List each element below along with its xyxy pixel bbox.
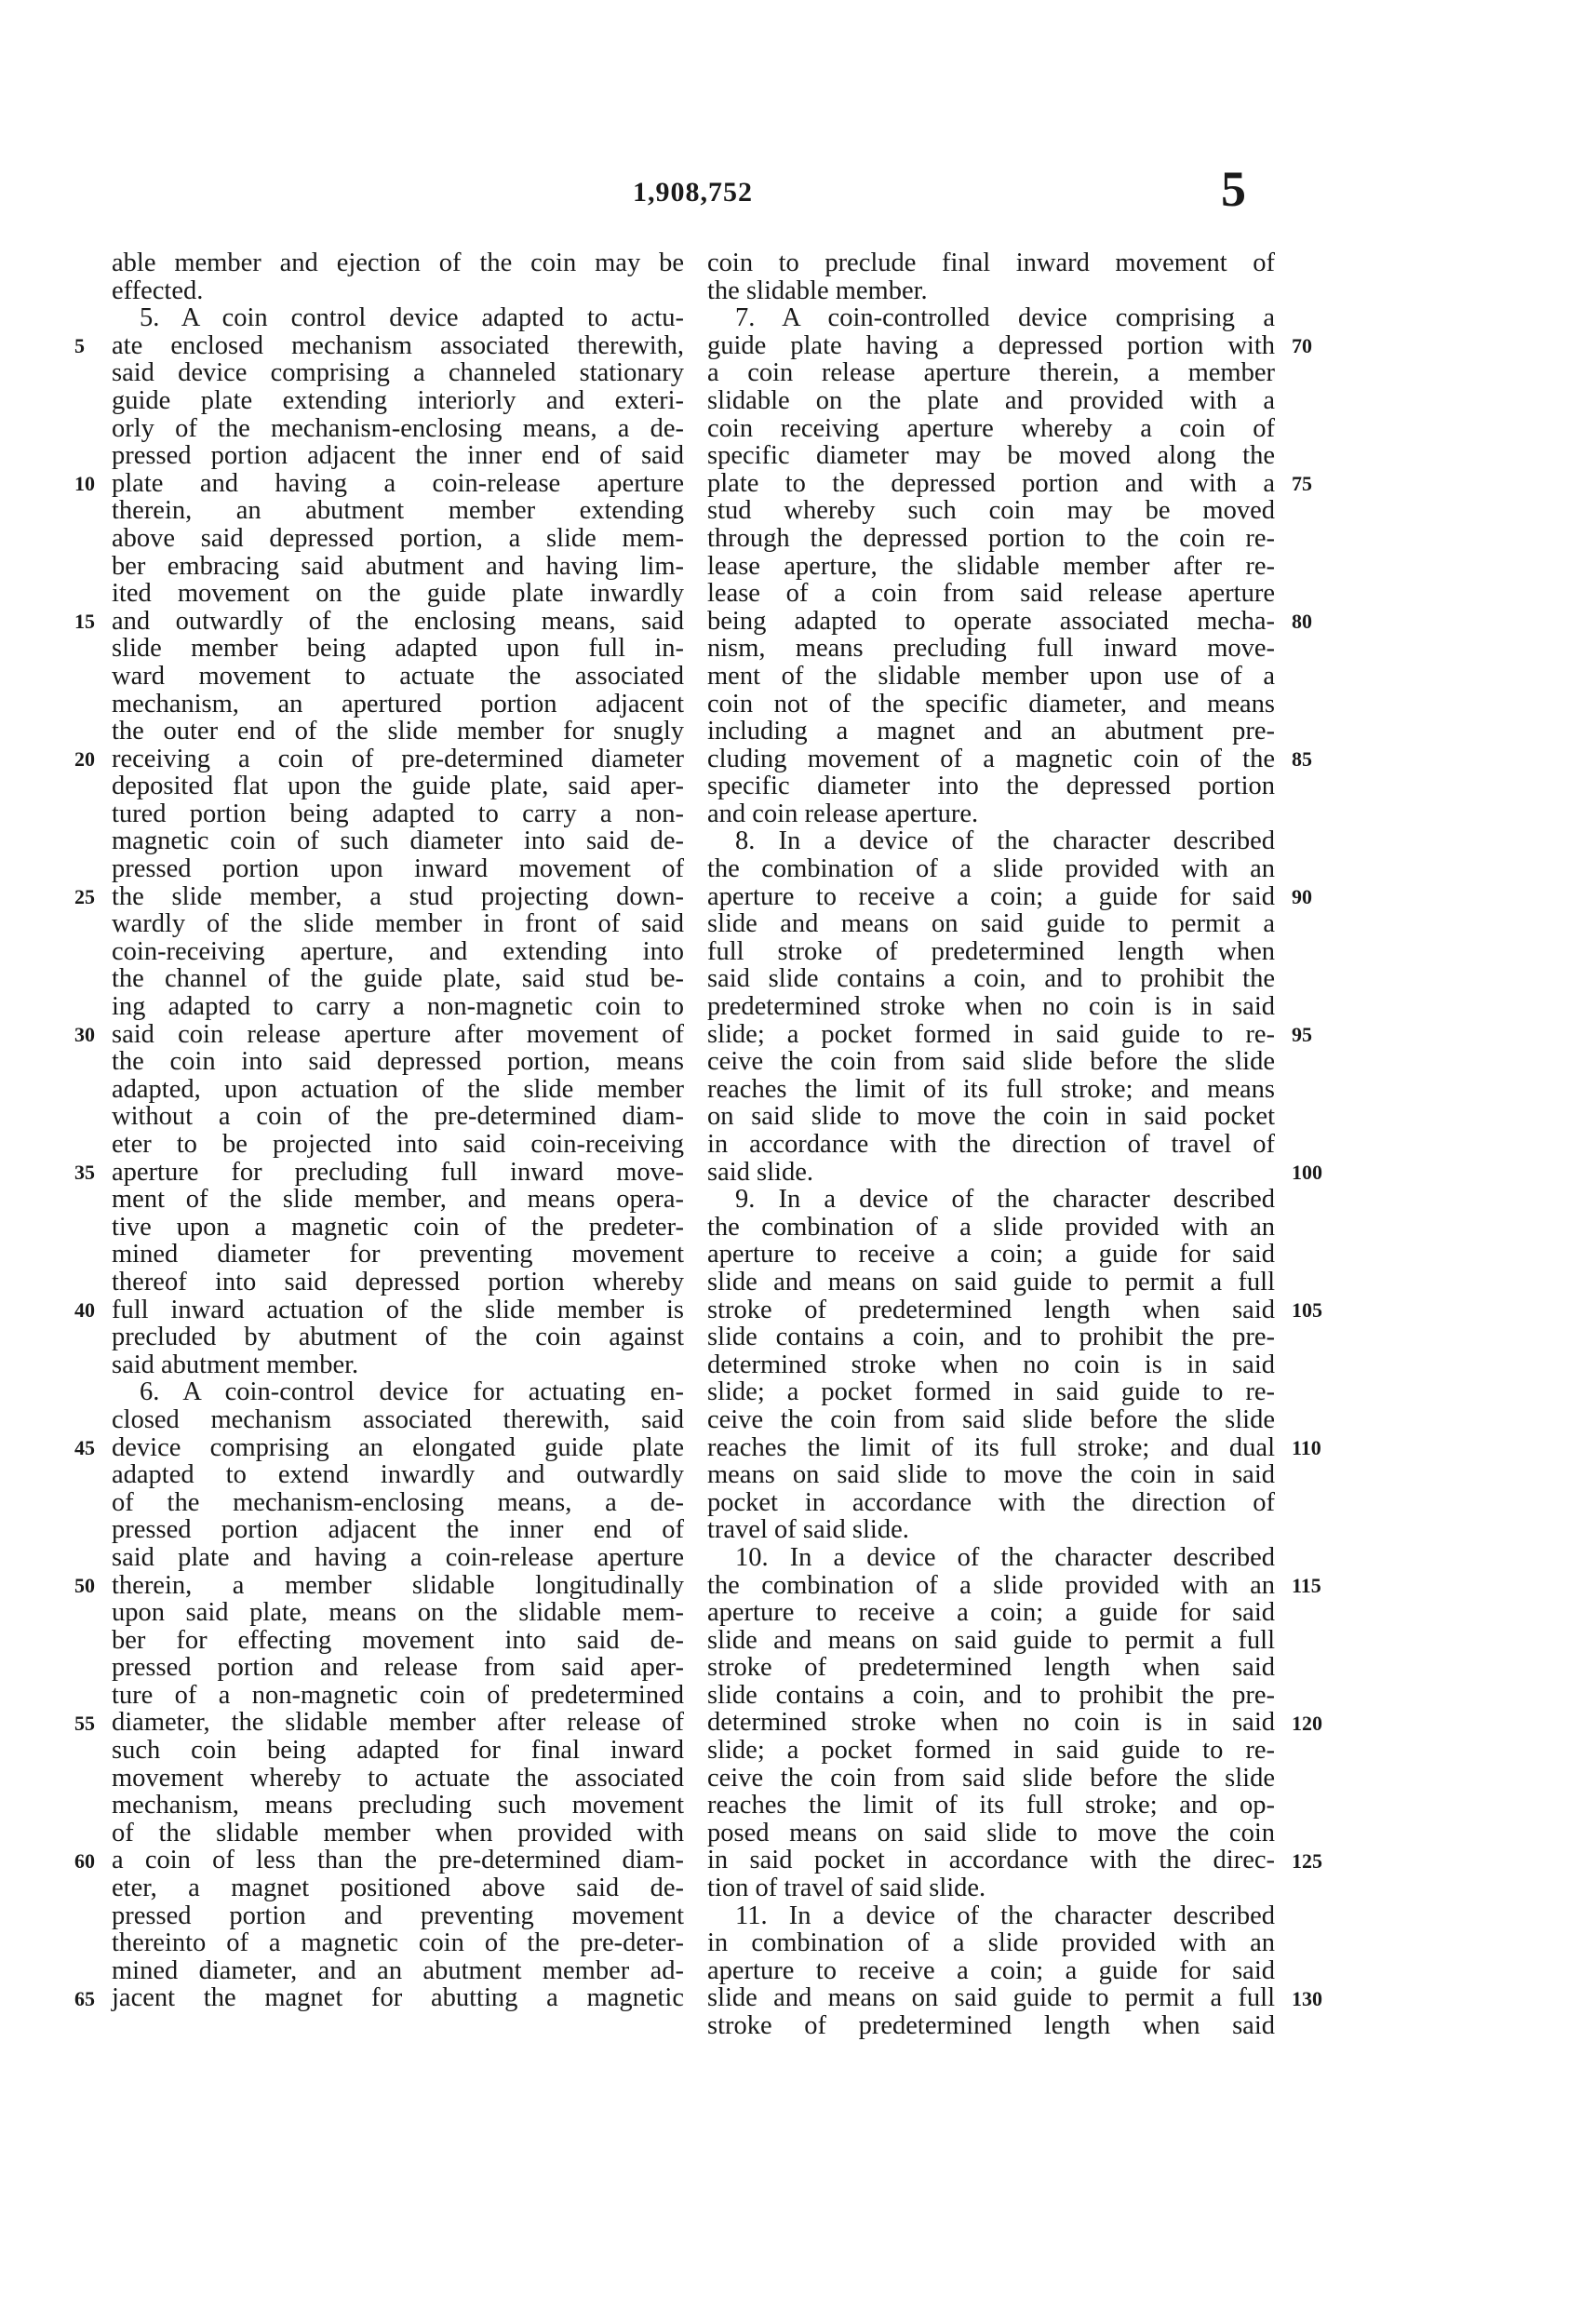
- text-line: slide and means on said guide to permit a full: [707, 1625, 1275, 1655]
- text-line: stroke of predetermined length when said: [707, 2011, 1275, 2040]
- text-line: reaches the limit of its full stroke; and dual: [707, 1432, 1275, 1462]
- margin-line-number: 95: [1292, 1022, 1312, 1046]
- text-line: ate enclosed mechanism associated therewith,: [112, 330, 684, 360]
- text-line: tion of travel of said slide.: [707, 1874, 986, 1903]
- text-line: including a magnet and an abutment pre-: [707, 717, 1275, 746]
- text-line: aperture to receive a coin; a guide for said: [707, 1598, 1275, 1628]
- text-line: ment of the slidable member upon use of a: [707, 661, 1275, 691]
- text-line: movement whereby to actuate the associated: [112, 1763, 684, 1793]
- text-line: pressed portion adjacent the inner end of said: [112, 441, 684, 471]
- text-line: predetermined stroke when no coin is in said: [707, 992, 1275, 1022]
- text-line: diameter, the slidable member after release of: [112, 1708, 684, 1738]
- text-line: full stroke of predetermined length when: [707, 936, 1275, 966]
- margin-line-number: 105: [1292, 1297, 1322, 1322]
- margin-line-number: 50: [74, 1573, 95, 1597]
- text-line: of the mechanism-enclosing means, a de-: [112, 1487, 684, 1517]
- text-line: posed means on said slide to move the coin: [707, 1818, 1275, 1847]
- text-line: aperture to receive a coin; a guide for said: [707, 881, 1275, 911]
- text-line: said slide.: [707, 1157, 813, 1187]
- margin-line-number: 65: [74, 1986, 95, 2010]
- text-line: plate and having a coin-release aperture: [112, 468, 684, 498]
- text-line: 11. In a device of the character described: [735, 1901, 1275, 1930]
- text-line: through the depressed portion to the coin re-: [707, 523, 1275, 553]
- text-line: 5. A coin control device adapted to actu-: [140, 303, 684, 333]
- text-line: wardly of the slide member in front of said: [112, 909, 684, 939]
- text-line: 7. A coin-controlled device comprising a: [735, 303, 1275, 333]
- text-line: ceive the coin from said slide before the slide: [707, 1763, 1275, 1793]
- text-line: the channel of the guide plate, said stud be-: [112, 964, 684, 994]
- text-line: pressed portion adjacent the inner end of: [112, 1515, 684, 1545]
- margin-line-number: 70: [1292, 333, 1312, 357]
- text-line: said slide contains a coin, and to prohibit the: [707, 964, 1275, 994]
- text-line: in accordance with the direction of travel of: [707, 1130, 1275, 1159]
- text-line: reaches the limit of its full stroke; and means: [707, 1074, 1275, 1104]
- text-line: coin receiving aperture whereby a coin of: [707, 413, 1275, 443]
- text-line: and outwardly of the enclosing means, said: [112, 606, 684, 636]
- text-line: tured portion being adapted to carry a non-: [112, 799, 684, 828]
- text-line: ment of the slide member, and means opera-: [112, 1185, 684, 1215]
- text-line: aperture to receive a coin; a guide for said: [707, 1240, 1275, 1269]
- text-line: upon said plate, means on the slidable mem-: [112, 1598, 684, 1628]
- text-line: able member and ejection of the coin may be: [112, 249, 684, 277]
- text-line: of the slidable member when provided with: [112, 1818, 684, 1847]
- margin-line-number: 80: [1292, 609, 1312, 633]
- margin-line-number: 130: [1292, 1986, 1322, 2010]
- margin-line-number: 5: [74, 333, 85, 357]
- text-line: coin-receiving aperture, and extending into: [112, 936, 684, 966]
- text-line: closed mechanism associated therewith, said: [112, 1404, 684, 1434]
- text-line: slide; a pocket formed in said guide to re-: [707, 1736, 1275, 1766]
- text-line: mined diameter, and an abutment member ad-: [112, 1955, 684, 1985]
- margin-line-number: 120: [1292, 1711, 1322, 1735]
- text-line: cluding movement of a magnetic coin of the: [707, 744, 1275, 773]
- text-line: the combination of a slide provided with an: [707, 1212, 1275, 1242]
- text-line: slide contains a coin, and to prohibit the pre-: [707, 1323, 1275, 1352]
- text-line: ceive the coin from said slide before the slide: [707, 1047, 1275, 1077]
- text-line: coin to preclude final inward movement of: [707, 249, 1275, 277]
- text-line: deposited flat upon the guide plate, said aper-: [112, 772, 684, 801]
- text-line: aperture to receive a coin; a guide for said: [707, 1955, 1275, 1985]
- text-line: 8. In a device of the character described: [735, 826, 1275, 856]
- text-line: ber for effecting movement into said de-: [112, 1625, 684, 1655]
- text-line: reaches the limit of its full stroke; and op-: [707, 1791, 1275, 1820]
- margin-line-number: 55: [74, 1711, 95, 1735]
- margin-line-number: 115: [1292, 1573, 1321, 1597]
- text-line: magnetic coin of such diameter into said de-: [112, 826, 684, 856]
- text-line: tive upon a magnetic coin of the predeter-: [112, 1212, 684, 1242]
- text-line: slide and means on said guide to permit a full: [707, 1983, 1275, 2013]
- text-line: mechanism, means precluding such movement: [112, 1791, 684, 1820]
- text-line: lease aperture, the slidable member after re-: [707, 551, 1275, 581]
- text-line: plate to the depressed portion and with a: [707, 468, 1275, 498]
- text-line: a coin of less than the pre-determined diam-: [112, 1846, 684, 1875]
- text-line: mechanism, an apertured portion adjacent: [112, 689, 684, 719]
- text-line: effected.: [112, 275, 204, 305]
- text-line: on said slide to move the coin in said pocket: [707, 1102, 1275, 1132]
- text-line: and coin release aperture.: [707, 799, 979, 828]
- text-line: 6. A coin-control device for actuating en-: [140, 1377, 684, 1407]
- text-line: slide and means on said guide to permit a full: [707, 1267, 1275, 1296]
- text-line: travel of said slide.: [707, 1515, 909, 1545]
- text-line: the slide member, a stud projecting down-: [112, 881, 684, 911]
- text-line: adapted to extend inwardly and outwardly: [112, 1460, 684, 1490]
- text-line: said device comprising a channeled stationary: [112, 358, 684, 388]
- text-line: being adapted to operate associated mecha-: [707, 606, 1275, 636]
- text-line: in said pocket in accordance with the direc-: [707, 1846, 1275, 1875]
- text-line: pocket in accordance with the direction of: [707, 1487, 1275, 1517]
- margin-line-number: 60: [74, 1848, 95, 1873]
- text-line: the coin into said depressed portion, means: [112, 1047, 684, 1077]
- text-line: thereinto of a magnetic coin of the pre-deter-: [112, 1928, 684, 1958]
- text-line: in combination of a slide provided with an: [707, 1928, 1275, 1958]
- text-line: ceive the coin from said slide before the slide: [707, 1404, 1275, 1434]
- margin-line-number: 35: [74, 1160, 95, 1184]
- text-line: without a coin of the pre-determined diam-: [112, 1102, 684, 1132]
- text-line: said coin release aperture after movement of: [112, 1019, 684, 1049]
- text-line: 9. In a device of the character described: [735, 1185, 1275, 1215]
- text-line: mined diameter for preventing movement: [112, 1240, 684, 1269]
- margin-line-number: 30: [74, 1022, 95, 1046]
- text-line: full inward actuation of the slide member is: [112, 1295, 684, 1324]
- margin-line-number: 90: [1292, 884, 1312, 908]
- text-line: adapted, upon actuation of the slide member: [112, 1074, 684, 1104]
- text-line: ber embracing said abutment and having lim-: [112, 551, 684, 581]
- text-line: slide contains a coin, and to prohibit the pre-: [707, 1680, 1275, 1710]
- left-column: [112, 249, 684, 2012]
- text-line: ited movement on the guide plate inwardly: [112, 579, 684, 609]
- text-line: means on said slide to move the coin in said: [707, 1460, 1275, 1490]
- text-line: orly of the mechanism-enclosing means, a de-: [112, 413, 684, 443]
- text-line: the slidable member.: [707, 275, 928, 305]
- margin-line-number: 100: [1292, 1160, 1322, 1184]
- text-line: stroke of predetermined length when said: [707, 1295, 1275, 1324]
- text-line: said plate and having a coin-release aperture: [112, 1542, 684, 1572]
- margin-line-number: 110: [1292, 1435, 1321, 1459]
- text-line: ward movement to actuate the associated: [112, 661, 684, 691]
- text-line: determined stroke when no coin is in said: [707, 1350, 1275, 1379]
- margin-line-number: 45: [74, 1435, 95, 1459]
- patent-number: 1,908,752: [633, 177, 753, 208]
- margin-line-number: 20: [74, 746, 95, 771]
- text-line: eter, a magnet positioned above said de-: [112, 1874, 684, 1903]
- text-line: device comprising an elongated guide plate: [112, 1432, 684, 1462]
- text-line: slide member being adapted upon full in-: [112, 634, 684, 664]
- text-line: aperture for precluding full inward move-: [112, 1157, 684, 1187]
- text-line: precluded by abutment of the coin against: [112, 1323, 684, 1352]
- text-line: eter to be projected into said coin-receiving: [112, 1130, 684, 1159]
- text-line: the outer end of the slide member for snugly: [112, 717, 684, 746]
- margin-line-number: 125: [1292, 1848, 1322, 1873]
- text-line: coin not of the specific diameter, and means: [707, 689, 1275, 719]
- text-line: jacent the magnet for abutting a magnetic: [112, 1983, 684, 2013]
- margin-line-number: 25: [74, 884, 95, 908]
- text-line: guide plate extending interiorly and exteri-: [112, 385, 684, 415]
- text-line: pressed portion and release from said aper-: [112, 1653, 684, 1683]
- text-line: slide; a pocket formed in said guide to re-: [707, 1019, 1275, 1049]
- text-line: ture of a non-magnetic coin of predetermined: [112, 1680, 684, 1710]
- text-line: ing adapted to carry a non-magnetic coin to: [112, 992, 684, 1022]
- text-line: stroke of predetermined length when said: [707, 1653, 1275, 1683]
- right-column: [707, 249, 1275, 2040]
- text-line: the combination of a slide provided with an: [707, 1570, 1275, 1600]
- text-line: therein, a member slidable longitudinally: [112, 1570, 684, 1600]
- page-number: 5: [1221, 161, 1246, 217]
- text-line: 10. In a device of the character described: [735, 1542, 1275, 1572]
- text-line: slidable on the plate and provided with a: [707, 385, 1275, 415]
- text-line: such coin being adapted for final inward: [112, 1736, 684, 1766]
- text-line: slide and means on said guide to permit a: [707, 909, 1275, 939]
- text-line: pressed portion upon inward movement of: [112, 854, 684, 884]
- margin-line-number: 40: [74, 1297, 95, 1322]
- text-line: receiving a coin of pre-determined diameter: [112, 744, 684, 773]
- text-line: a coin release aperture therein, a member: [707, 358, 1275, 388]
- text-line: said abutment member.: [112, 1350, 359, 1379]
- text-line: lease of a coin from said release aperture: [707, 579, 1275, 609]
- margin-line-number: 10: [74, 471, 95, 495]
- margin-line-number: 75: [1292, 471, 1312, 495]
- text-line: pressed portion and preventing movement: [112, 1901, 684, 1930]
- text-line: therein, an abutment member extending: [112, 496, 684, 526]
- text-line: nism, means precluding full inward move-: [707, 634, 1275, 664]
- margin-line-number: 85: [1292, 746, 1312, 771]
- text-line: thereof into said depressed portion whereby: [112, 1267, 684, 1296]
- text-line: determined stroke when no coin is in said: [707, 1708, 1275, 1738]
- margin-line-number: 15: [74, 609, 95, 633]
- text-line: specific diameter into the depressed portion: [707, 772, 1275, 801]
- text-line: stud whereby such coin may be moved: [707, 496, 1275, 526]
- text-line: above said depressed portion, a slide mem-: [112, 523, 684, 553]
- text-line: slide; a pocket formed in said guide to re-: [707, 1377, 1275, 1407]
- text-line: the combination of a slide provided with an: [707, 854, 1275, 884]
- text-line: specific diameter may be moved along the: [707, 441, 1275, 471]
- text-line: guide plate having a depressed portion with: [707, 330, 1275, 360]
